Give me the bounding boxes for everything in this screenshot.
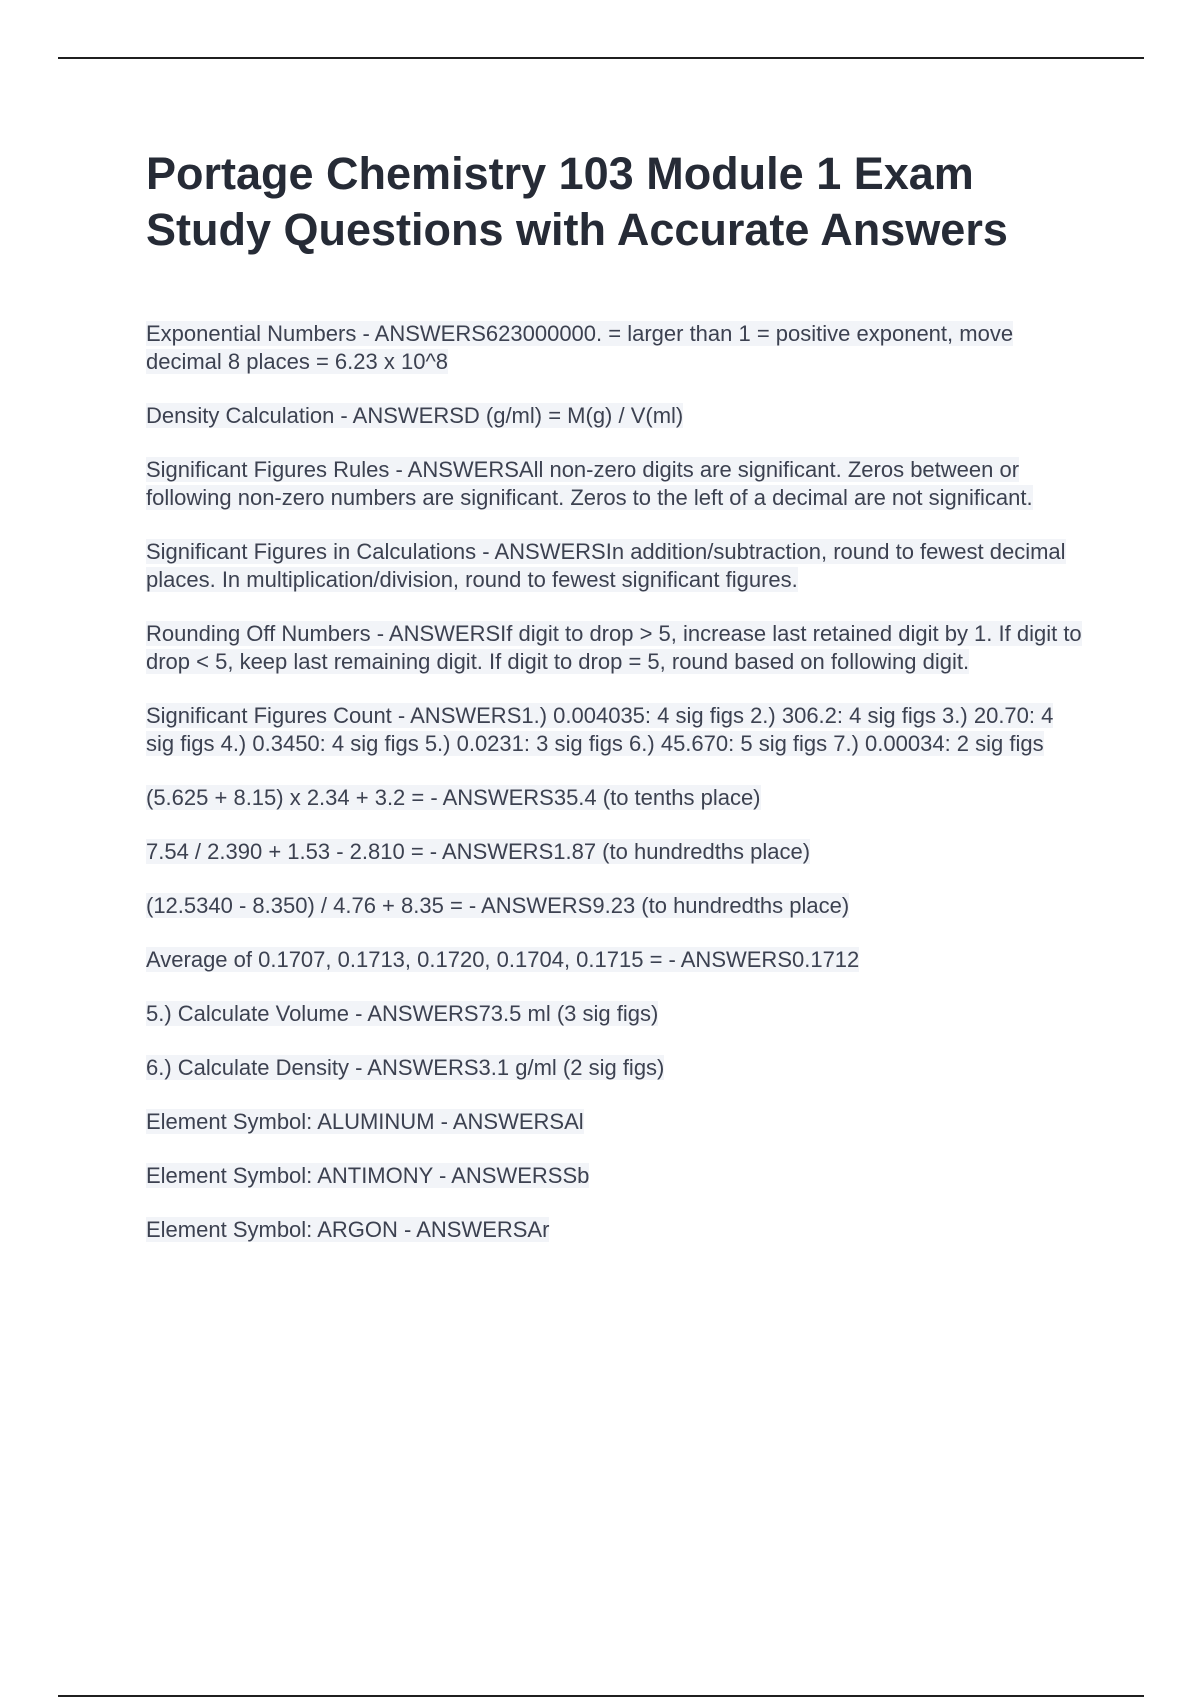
qa-text: Rounding Off Numbers - ANSWERSIf digit to drop > 5, increase last retained digit by 1. If digit to drop < 5, keep last remaining digit. If digit to drop = 5, round based on following digit. [146, 621, 1082, 674]
qa-item [146, 1108, 1086, 1136]
qa-item [146, 1216, 1086, 1244]
qa-item [146, 1054, 1086, 1082]
qa-text: Significant Figures Count - ANSWERS1.) 0.004035: 4 sig figs 2.) 306.2: 4 sig figs 3.) 20.70: 4 sig figs 4.) 0.3450: 4 sig figs 5.) 0.0231: 3 sig figs 6.) 45.670: 5 sig figs 7.) 0.00034: 2 sig figs [146, 703, 1054, 756]
qa-item [146, 456, 1086, 512]
qa-text: (5.625 + 8.15) x 2.34 + 3.2 = - ANSWERS35.4 (to tenths place) [146, 785, 761, 810]
qa-text: Element Symbol: ARGON - ANSWERSAr [146, 1217, 550, 1242]
top-divider [58, 57, 1144, 59]
qa-text: 6.) Calculate Density - ANSWERS3.1 g/ml (2 sig figs) [146, 1055, 665, 1080]
qa-item [146, 892, 1086, 920]
document-title: Portage Chemistry 103 Module 1 Exam Study Questions with Accurate Answers [146, 148, 1008, 255]
qa-text: 5.) Calculate Volume - ANSWERS73.5 ml (3 sig figs) [146, 1001, 659, 1026]
qa-text: Element Symbol: ANTIMONY - ANSWERSSb [146, 1163, 590, 1188]
qa-item [146, 402, 1086, 430]
qa-item [146, 784, 1086, 812]
qa-item [146, 320, 1086, 376]
qa-text: Element Symbol: ALUMINUM - ANSWERSAl [146, 1109, 584, 1134]
qa-text: Significant Figures Rules - ANSWERSAll non-zero digits are significant. Zeros between or following non-zero numbers are significant. Zeros to the left of a decimal are not significant. [146, 457, 1033, 510]
bottom-divider [58, 1695, 1144, 1697]
qa-item [146, 1162, 1086, 1190]
qa-text: (12.5340 - 8.350) / 4.76 + 8.35 = - ANSWERS9.23 (to hundredths place) [146, 893, 850, 918]
qa-text: Density Calculation - ANSWERSD (g/ml) = M(g) / V(ml) [146, 403, 684, 428]
qa-item [146, 1000, 1086, 1028]
qa-item [146, 702, 1086, 758]
qa-item [146, 838, 1086, 866]
qa-text: Significant Figures in Calculations - ANSWERSIn addition/subtraction, round to fewest decimal places. In multiplication/division, round to fewest significant figures. [146, 539, 1066, 592]
qa-item [146, 946, 1086, 974]
qa-item [146, 620, 1086, 676]
qa-text: Average of 0.1707, 0.1713, 0.1720, 0.1704, 0.1715 = - ANSWERS0.1712 [146, 947, 860, 972]
qa-item [146, 538, 1086, 594]
qa-text: 7.54 / 2.390 + 1.53 - 2.810 = - ANSWERS1.87 (to hundredths place) [146, 839, 811, 864]
qa-text: Exponential Numbers - ANSWERS623000000. = larger than 1 = positive exponent, move decimal 8 places = 6.23 x 10^8 [146, 321, 1014, 374]
document-body [146, 146, 1086, 1270]
